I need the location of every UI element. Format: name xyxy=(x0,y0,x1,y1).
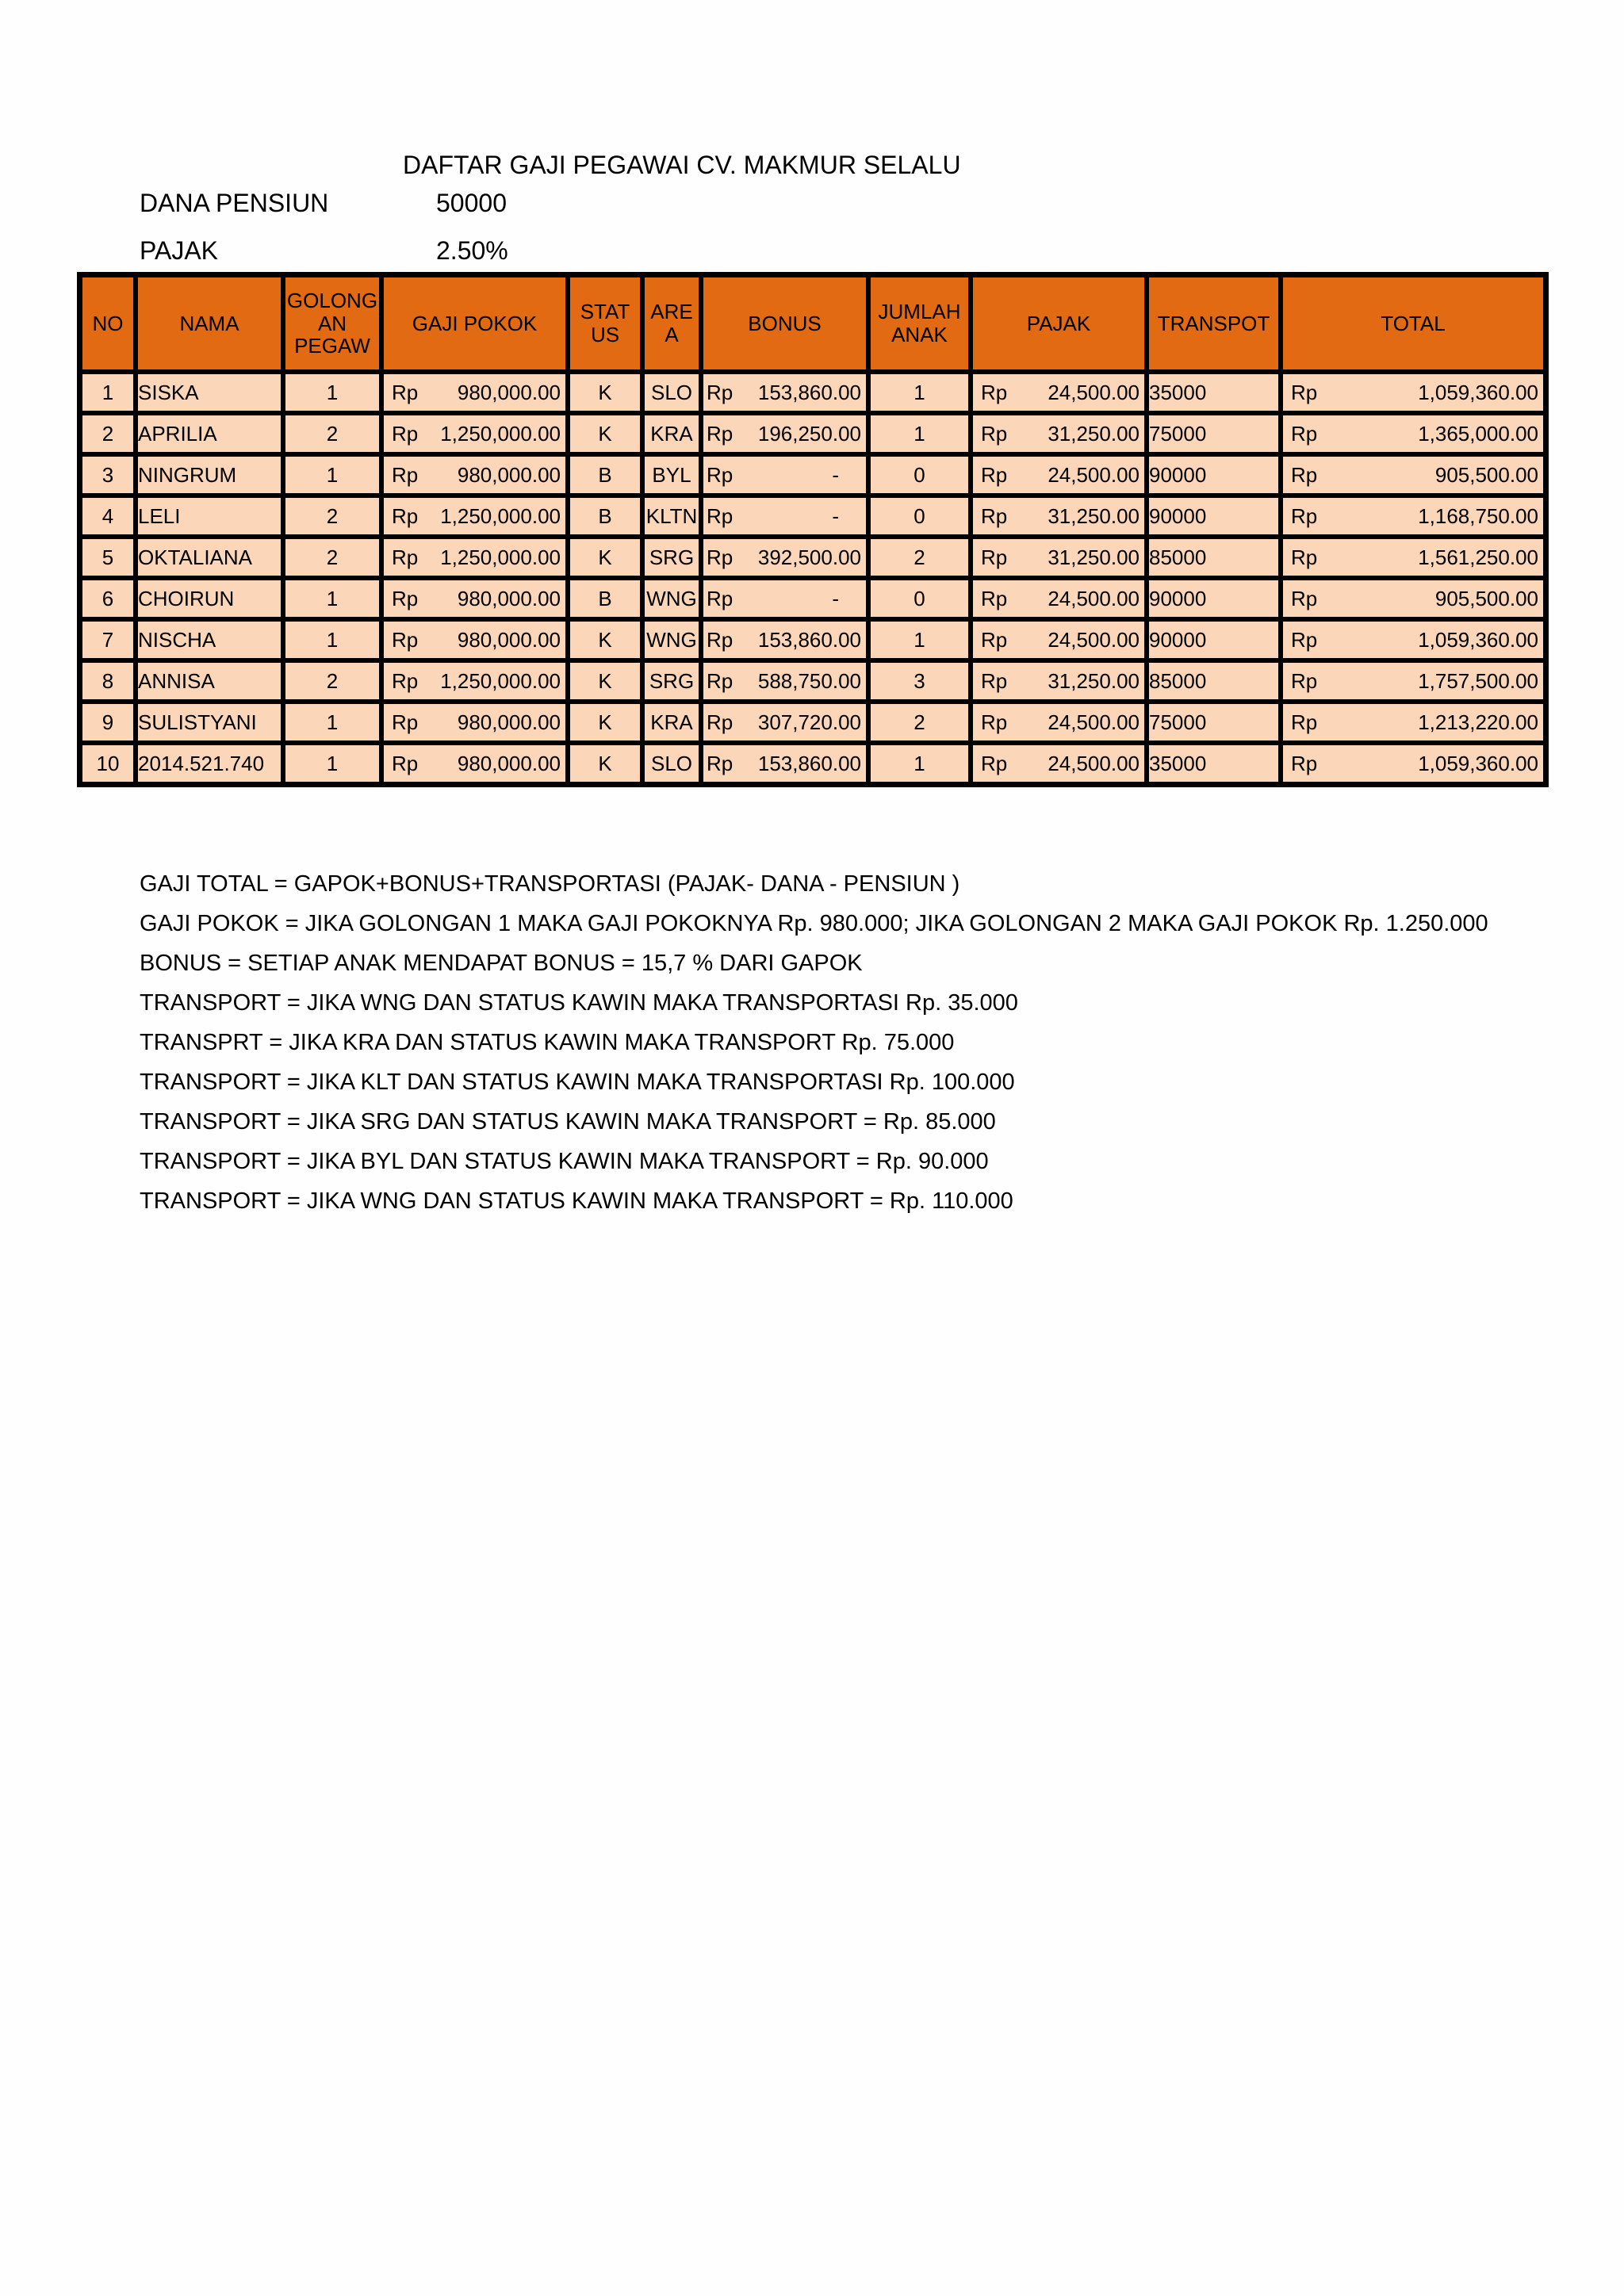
cell-area: BYL xyxy=(642,454,701,496)
cell-pajak-value: 24,500.00 xyxy=(1048,710,1139,734)
currency-label: Rp xyxy=(392,462,419,487)
cell-golongan: 1 xyxy=(283,454,381,496)
cell-jumlah-anak: 1 xyxy=(868,619,971,660)
cell-transport: 90000 xyxy=(1147,619,1281,660)
table-row xyxy=(80,537,1545,578)
pajak-label: PAJAK xyxy=(140,236,218,265)
cell-total xyxy=(1281,578,1545,619)
cell-total-value: 1,757,500.00 xyxy=(1418,668,1538,693)
cell-gaji-pokok-value: 1,250,000.00 xyxy=(440,503,561,528)
cell-total-value: 1,059,360.00 xyxy=(1418,380,1538,404)
cell-transport: 35000 xyxy=(1147,743,1281,784)
cell-nama: APRILIA xyxy=(136,413,283,454)
cell-status: B xyxy=(568,496,642,537)
cell-total xyxy=(1281,743,1545,784)
cell-gaji-pokok xyxy=(381,702,568,743)
cell-transport: 90000 xyxy=(1147,496,1281,537)
header-total: TOTAL xyxy=(1281,275,1545,372)
cell-gaji-pokok xyxy=(381,496,568,537)
header-jumlah-anak: JUMLAH ANAK xyxy=(868,275,971,372)
table-row xyxy=(80,702,1545,743)
note-line: TRANSPORT = JIKA WNG DAN STATUS KAWIN MAKA TRANSPORTASI Rp. 35.000 xyxy=(140,990,1018,1016)
cell-area: SRG xyxy=(642,660,701,702)
cell-bonus xyxy=(701,372,868,413)
currency-label: Rp xyxy=(392,627,419,652)
cell-status: K xyxy=(568,619,642,660)
cell-gaji-pokok xyxy=(381,413,568,454)
currency-label: Rp xyxy=(1291,380,1318,404)
cell-pajak xyxy=(971,537,1147,578)
cell-transport: 35000 xyxy=(1147,372,1281,413)
currency-label: Rp xyxy=(392,710,419,734)
cell-nama: LELI xyxy=(136,496,283,537)
cell-total xyxy=(1281,660,1545,702)
cell-jumlah-anak: 1 xyxy=(868,743,971,784)
currency-label: Rp xyxy=(1291,586,1318,610)
cell-total-value: 1,213,220.00 xyxy=(1418,710,1538,734)
cell-nama: NINGRUM xyxy=(136,454,283,496)
cell-total-value: 1,059,360.00 xyxy=(1418,751,1538,775)
currency-label: Rp xyxy=(707,710,733,734)
currency-label: Rp xyxy=(707,586,733,610)
cell-golongan: 2 xyxy=(283,660,381,702)
cell-pajak-value: 24,500.00 xyxy=(1048,462,1139,487)
header-golongan: GOLONG AN PEGAW xyxy=(283,275,381,372)
cell-pajak xyxy=(971,496,1147,537)
cell-no: 7 xyxy=(80,619,136,660)
note-line: TRANSPORT = JIKA SRG DAN STATUS KAWIN MAKA TRANSPORT = Rp. 85.000 xyxy=(140,1109,996,1135)
cell-pajak xyxy=(971,454,1147,496)
cell-status: K xyxy=(568,702,642,743)
cell-status: B xyxy=(568,454,642,496)
cell-bonus xyxy=(701,578,868,619)
cell-jumlah-anak: 2 xyxy=(868,702,971,743)
cell-bonus xyxy=(701,454,868,496)
cell-pajak xyxy=(971,743,1147,784)
dana-pensiun-label: DANA PENSIUN xyxy=(140,189,329,217)
table-header-row xyxy=(80,275,1545,372)
cell-status: K xyxy=(568,660,642,702)
cell-status: K xyxy=(568,743,642,784)
currency-label: Rp xyxy=(392,421,419,446)
header-pajak: PAJAK xyxy=(971,275,1147,372)
cell-pajak xyxy=(971,372,1147,413)
currency-label: Rp xyxy=(1291,503,1318,528)
cell-bonus-value: 588,750.00 xyxy=(757,668,861,693)
cell-pajak-value: 24,500.00 xyxy=(1048,586,1139,610)
cell-jumlah-anak: 0 xyxy=(868,496,971,537)
table-body xyxy=(80,372,1545,784)
note-line: BONUS = SETIAP ANAK MENDAPAT BONUS = 15,7 % DARI GAPOK xyxy=(140,951,863,976)
cell-gaji-pokok-value: 980,000.00 xyxy=(457,380,561,404)
cell-area: SLO xyxy=(642,372,701,413)
cell-gaji-pokok xyxy=(381,454,568,496)
note-line: TRANSPORT = JIKA BYL DAN STATUS KAWIN MAKA TRANSPORT = Rp. 90.000 xyxy=(140,1149,989,1174)
currency-label: Rp xyxy=(1291,462,1318,487)
cell-gaji-pokok xyxy=(381,660,568,702)
cell-pajak-value: 31,250.00 xyxy=(1048,503,1139,528)
cell-total xyxy=(1281,413,1545,454)
currency-label: Rp xyxy=(392,668,419,693)
cell-total-value: 1,168,750.00 xyxy=(1418,503,1538,528)
cell-pajak-value: 31,250.00 xyxy=(1048,545,1139,569)
cell-transport: 90000 xyxy=(1147,578,1281,619)
currency-label: Rp xyxy=(981,503,1008,528)
currency-label: Rp xyxy=(1291,545,1318,569)
header-nama: NAMA xyxy=(136,275,283,372)
table-row xyxy=(80,496,1545,537)
cell-transport: 85000 xyxy=(1147,537,1281,578)
currency-label: Rp xyxy=(1291,751,1318,775)
cell-pajak xyxy=(971,702,1147,743)
salary-table xyxy=(77,272,1549,787)
cell-gaji-pokok-value: 1,250,000.00 xyxy=(440,421,561,446)
cell-golongan: 2 xyxy=(283,413,381,454)
cell-bonus-value: 392,500.00 xyxy=(757,545,861,569)
cell-golongan: 1 xyxy=(283,702,381,743)
currency-label: Rp xyxy=(707,545,733,569)
cell-gaji-pokok-value: 1,250,000.00 xyxy=(440,545,561,569)
cell-gaji-pokok-value: 980,000.00 xyxy=(457,586,561,610)
cell-no: 4 xyxy=(80,496,136,537)
cell-pajak xyxy=(971,413,1147,454)
cell-total xyxy=(1281,372,1545,413)
cell-nama: SULISTYANI xyxy=(136,702,283,743)
cell-golongan: 1 xyxy=(283,743,381,784)
cell-transport: 85000 xyxy=(1147,660,1281,702)
cell-no: 8 xyxy=(80,660,136,702)
cell-transport: 75000 xyxy=(1147,413,1281,454)
cell-gaji-pokok xyxy=(381,578,568,619)
cell-nama: SISKA xyxy=(136,372,283,413)
header-area: ARE A xyxy=(642,275,701,372)
cell-nama: OKTALIANA xyxy=(136,537,283,578)
cell-total xyxy=(1281,537,1545,578)
currency-label: Rp xyxy=(707,380,733,404)
table-row xyxy=(80,372,1545,413)
cell-total-value: 1,365,000.00 xyxy=(1418,421,1538,446)
cell-pajak xyxy=(971,619,1147,660)
cell-bonus xyxy=(701,619,868,660)
cell-total xyxy=(1281,702,1545,743)
cell-jumlah-anak: 2 xyxy=(868,537,971,578)
cell-jumlah-anak: 1 xyxy=(868,372,971,413)
cell-bonus xyxy=(701,702,868,743)
cell-bonus-value: - xyxy=(832,503,839,528)
cell-bonus xyxy=(701,496,868,537)
table-row xyxy=(80,578,1545,619)
cell-bonus xyxy=(701,413,868,454)
cell-gaji-pokok xyxy=(381,743,568,784)
cell-gaji-pokok-value: 980,000.00 xyxy=(457,710,561,734)
cell-golongan: 1 xyxy=(283,619,381,660)
currency-label: Rp xyxy=(1291,421,1318,446)
cell-jumlah-anak: 3 xyxy=(868,660,971,702)
cell-area: KRA xyxy=(642,702,701,743)
cell-bonus-value: 153,860.00 xyxy=(757,380,861,404)
currency-label: Rp xyxy=(707,668,733,693)
table-row xyxy=(80,619,1545,660)
cell-no: 9 xyxy=(80,702,136,743)
cell-pajak-value: 31,250.00 xyxy=(1048,668,1139,693)
cell-area: WNG xyxy=(642,619,701,660)
cell-pajak-value: 24,500.00 xyxy=(1048,380,1139,404)
note-line: GAJI TOTAL = GAPOK+BONUS+TRANSPORTASI (PAJAK- DANA - PENSIUN ) xyxy=(140,871,960,897)
cell-golongan: 2 xyxy=(283,537,381,578)
currency-label: Rp xyxy=(981,668,1008,693)
cell-bonus xyxy=(701,660,868,702)
cell-gaji-pokok xyxy=(381,372,568,413)
cell-bonus-value: 153,860.00 xyxy=(757,751,861,775)
table-row xyxy=(80,413,1545,454)
note-line: GAJI POKOK = JIKA GOLONGAN 1 MAKA GAJI POKOKNYA Rp. 980.000; JIKA GOLONGAN 2 MAKA GAJI POKOK Rp. 1.250.000 xyxy=(140,911,1488,936)
cell-bonus xyxy=(701,743,868,784)
cell-bonus-value: 153,860.00 xyxy=(757,627,861,652)
cell-golongan: 2 xyxy=(283,496,381,537)
cell-pajak-value: 24,500.00 xyxy=(1048,627,1139,652)
cell-no: 5 xyxy=(80,537,136,578)
cell-nama: CHOIRUN xyxy=(136,578,283,619)
header-gaji-pokok: GAJI POKOK xyxy=(381,275,568,372)
currency-label: Rp xyxy=(392,380,419,404)
cell-status: K xyxy=(568,537,642,578)
cell-transport: 90000 xyxy=(1147,454,1281,496)
cell-pajak xyxy=(971,660,1147,702)
cell-bonus-value: - xyxy=(832,462,839,487)
cell-area: WNG xyxy=(642,578,701,619)
note-line: TRANSPRT = JIKA KRA DAN STATUS KAWIN MAKA TRANSPORT Rp. 75.000 xyxy=(140,1030,955,1055)
cell-status: K xyxy=(568,372,642,413)
cell-jumlah-anak: 0 xyxy=(868,578,971,619)
cell-transport: 75000 xyxy=(1147,702,1281,743)
currency-label: Rp xyxy=(707,751,733,775)
cell-area: KRA xyxy=(642,413,701,454)
currency-label: Rp xyxy=(707,503,733,528)
cell-gaji-pokok-value: 980,000.00 xyxy=(457,751,561,775)
cell-area: KLTN xyxy=(642,496,701,537)
currency-label: Rp xyxy=(981,545,1008,569)
table-row xyxy=(80,743,1545,784)
cell-pajak-value: 31,250.00 xyxy=(1048,421,1139,446)
cell-total-value: 1,059,360.00 xyxy=(1418,627,1538,652)
currency-label: Rp xyxy=(1291,710,1318,734)
notes xyxy=(140,864,1488,1221)
cell-nama: 2014.521.740 xyxy=(136,743,283,784)
table-row xyxy=(80,660,1545,702)
cell-golongan: 1 xyxy=(283,372,381,413)
cell-area: SRG xyxy=(642,537,701,578)
cell-pajak-value: 24,500.00 xyxy=(1048,751,1139,775)
cell-gaji-pokok-value: 1,250,000.00 xyxy=(440,668,561,693)
cell-jumlah-anak: 1 xyxy=(868,413,971,454)
cell-total-value: 905,500.00 xyxy=(1434,586,1538,610)
cell-gaji-pokok-value: 980,000.00 xyxy=(457,462,561,487)
cell-total-value: 905,500.00 xyxy=(1434,462,1538,487)
note-line: TRANSPORT = JIKA KLT DAN STATUS KAWIN MAKA TRANSPORTASI Rp. 100.000 xyxy=(140,1070,1015,1095)
cell-pajak xyxy=(971,578,1147,619)
cell-no: 10 xyxy=(80,743,136,784)
table-row xyxy=(80,454,1545,496)
currency-label: Rp xyxy=(392,586,419,610)
header-no: NO xyxy=(80,275,136,372)
note-line: TRANSPORT = JIKA WNG DAN STATUS KAWIN MAKA TRANSPORT = Rp. 110.000 xyxy=(140,1188,1013,1214)
currency-label: Rp xyxy=(981,421,1008,446)
cell-nama: ANNISA xyxy=(136,660,283,702)
currency-label: Rp xyxy=(707,421,733,446)
header-status: STAT US xyxy=(568,275,642,372)
cell-bonus-value: 196,250.00 xyxy=(757,421,861,446)
cell-status: B xyxy=(568,578,642,619)
currency-label: Rp xyxy=(981,627,1008,652)
currency-label: Rp xyxy=(981,462,1008,487)
currency-label: Rp xyxy=(981,586,1008,610)
cell-total xyxy=(1281,454,1545,496)
cell-status: K xyxy=(568,413,642,454)
header-transport: TRANSPOT xyxy=(1147,275,1281,372)
pajak-value: 2.50% xyxy=(436,236,508,265)
dana-pensiun-value: 50000 xyxy=(436,189,507,217)
cell-bonus-value: - xyxy=(832,586,839,610)
cell-gaji-pokok xyxy=(381,619,568,660)
currency-label: Rp xyxy=(392,545,419,569)
currency-label: Rp xyxy=(981,380,1008,404)
cell-golongan: 1 xyxy=(283,578,381,619)
cell-total xyxy=(1281,619,1545,660)
cell-no: 6 xyxy=(80,578,136,619)
cell-gaji-pokok-value: 980,000.00 xyxy=(457,627,561,652)
currency-label: Rp xyxy=(707,627,733,652)
currency-label: Rp xyxy=(1291,627,1318,652)
header-bonus: BONUS xyxy=(701,275,868,372)
cell-no: 1 xyxy=(80,372,136,413)
cell-no: 2 xyxy=(80,413,136,454)
currency-label: Rp xyxy=(981,751,1008,775)
cell-bonus xyxy=(701,537,868,578)
currency-label: Rp xyxy=(981,710,1008,734)
page-title: DAFTAR GAJI PEGAWAI CV. MAKMUR SELALU xyxy=(403,151,961,179)
cell-total xyxy=(1281,496,1545,537)
currency-label: Rp xyxy=(1291,668,1318,693)
currency-label: Rp xyxy=(707,462,733,487)
currency-label: Rp xyxy=(392,751,419,775)
currency-label: Rp xyxy=(392,503,419,528)
cell-no: 3 xyxy=(80,454,136,496)
cell-jumlah-anak: 0 xyxy=(868,454,971,496)
cell-gaji-pokok xyxy=(381,537,568,578)
cell-nama: NISCHA xyxy=(136,619,283,660)
cell-total-value: 1,561,250.00 xyxy=(1418,545,1538,569)
cell-area: SLO xyxy=(642,743,701,784)
cell-bonus-value: 307,720.00 xyxy=(757,710,861,734)
